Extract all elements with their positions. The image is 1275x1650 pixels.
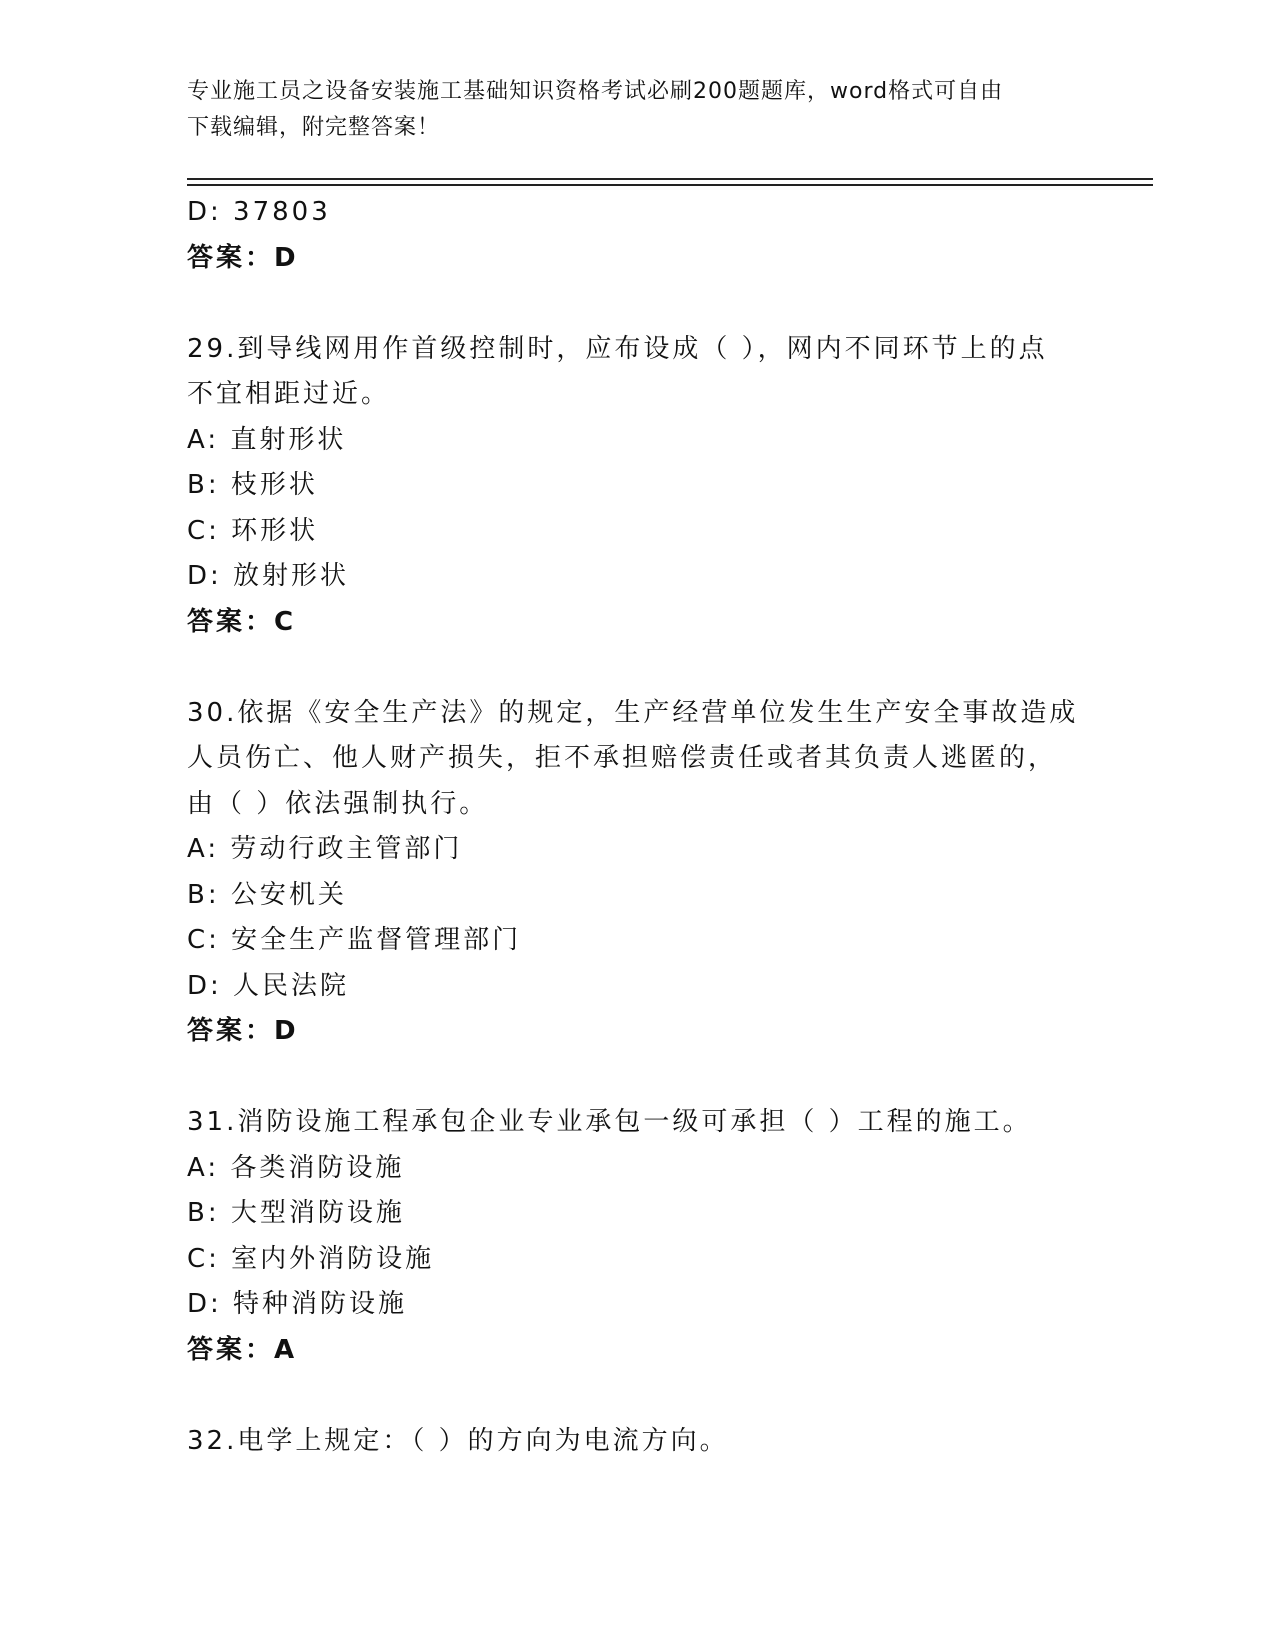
spacer [187, 645, 1087, 691]
header-line-2: 下载编辑，附完整答案！ [187, 115, 441, 140]
option-d: D: 特种消防设施 [187, 1289, 408, 1319]
spacer [187, 1055, 1087, 1101]
spacer [187, 1373, 1087, 1419]
question-32 [187, 1419, 1087, 1465]
option-c: C: 室内外消防设施 [187, 1243, 435, 1274]
question-text: 30.依据《安全生产法》的规定，生产经营单位发生生产安全事故造成 [187, 697, 1079, 728]
option-a: A: 各类消防设施 [187, 1152, 405, 1183]
question-list [187, 190, 1087, 1464]
option-c: C: 安全生产监督管理部门 [187, 925, 522, 955]
question-29 [187, 327, 1087, 646]
option-a: A: 劳动行政主管部门 [187, 834, 463, 864]
question-30 [187, 691, 1087, 1055]
header-divider-top [187, 178, 1153, 180]
spacer [187, 281, 1087, 327]
question-text: 由（ ）依法强制执行。 [187, 788, 489, 819]
option-d: D: 37803 [187, 197, 331, 227]
option-d: D: 人民法院 [187, 970, 350, 1001]
header-divider-bottom [187, 184, 1153, 186]
option-b: B: 枝形状 [187, 470, 318, 500]
option-a: A: 直射形状 [187, 424, 347, 455]
question-text: 人员伤亡、他人财产损失，拒不承担赔偿责任或者其负责人逃匿的， [187, 743, 1058, 773]
previous-question-tail [187, 190, 1087, 281]
question-text: 不宜相距过近。 [187, 379, 391, 409]
option-b: B: 公安机关 [187, 879, 347, 910]
document-header [187, 74, 1077, 146]
answer: 答案：A [187, 1334, 298, 1365]
question-text: 29.到导线网用作首级控制时，应布设成（ ），网内不同环节上的点 [187, 333, 1048, 364]
option-c: C: 环形状 [187, 515, 319, 546]
option-b: B: 大型消防设施 [187, 1198, 405, 1228]
question-text: 32.电学上规定：（ ）的方向为电流方向。 [187, 1425, 729, 1456]
question-text: 31.消防设施工程承包企业专业承包一级可承担（ ）工程的施工。 [187, 1107, 1032, 1137]
header-line-1: 专业施工员之设备安装施工基础知识资格考试必刷200题题库，word格式可自由 [187, 79, 1004, 104]
answer: 答案：D [187, 242, 299, 273]
answer: 答案：C [187, 606, 297, 637]
answer: 答案：D [187, 1016, 299, 1046]
question-31 [187, 1100, 1087, 1373]
option-d: D: 放射形状 [187, 561, 350, 591]
